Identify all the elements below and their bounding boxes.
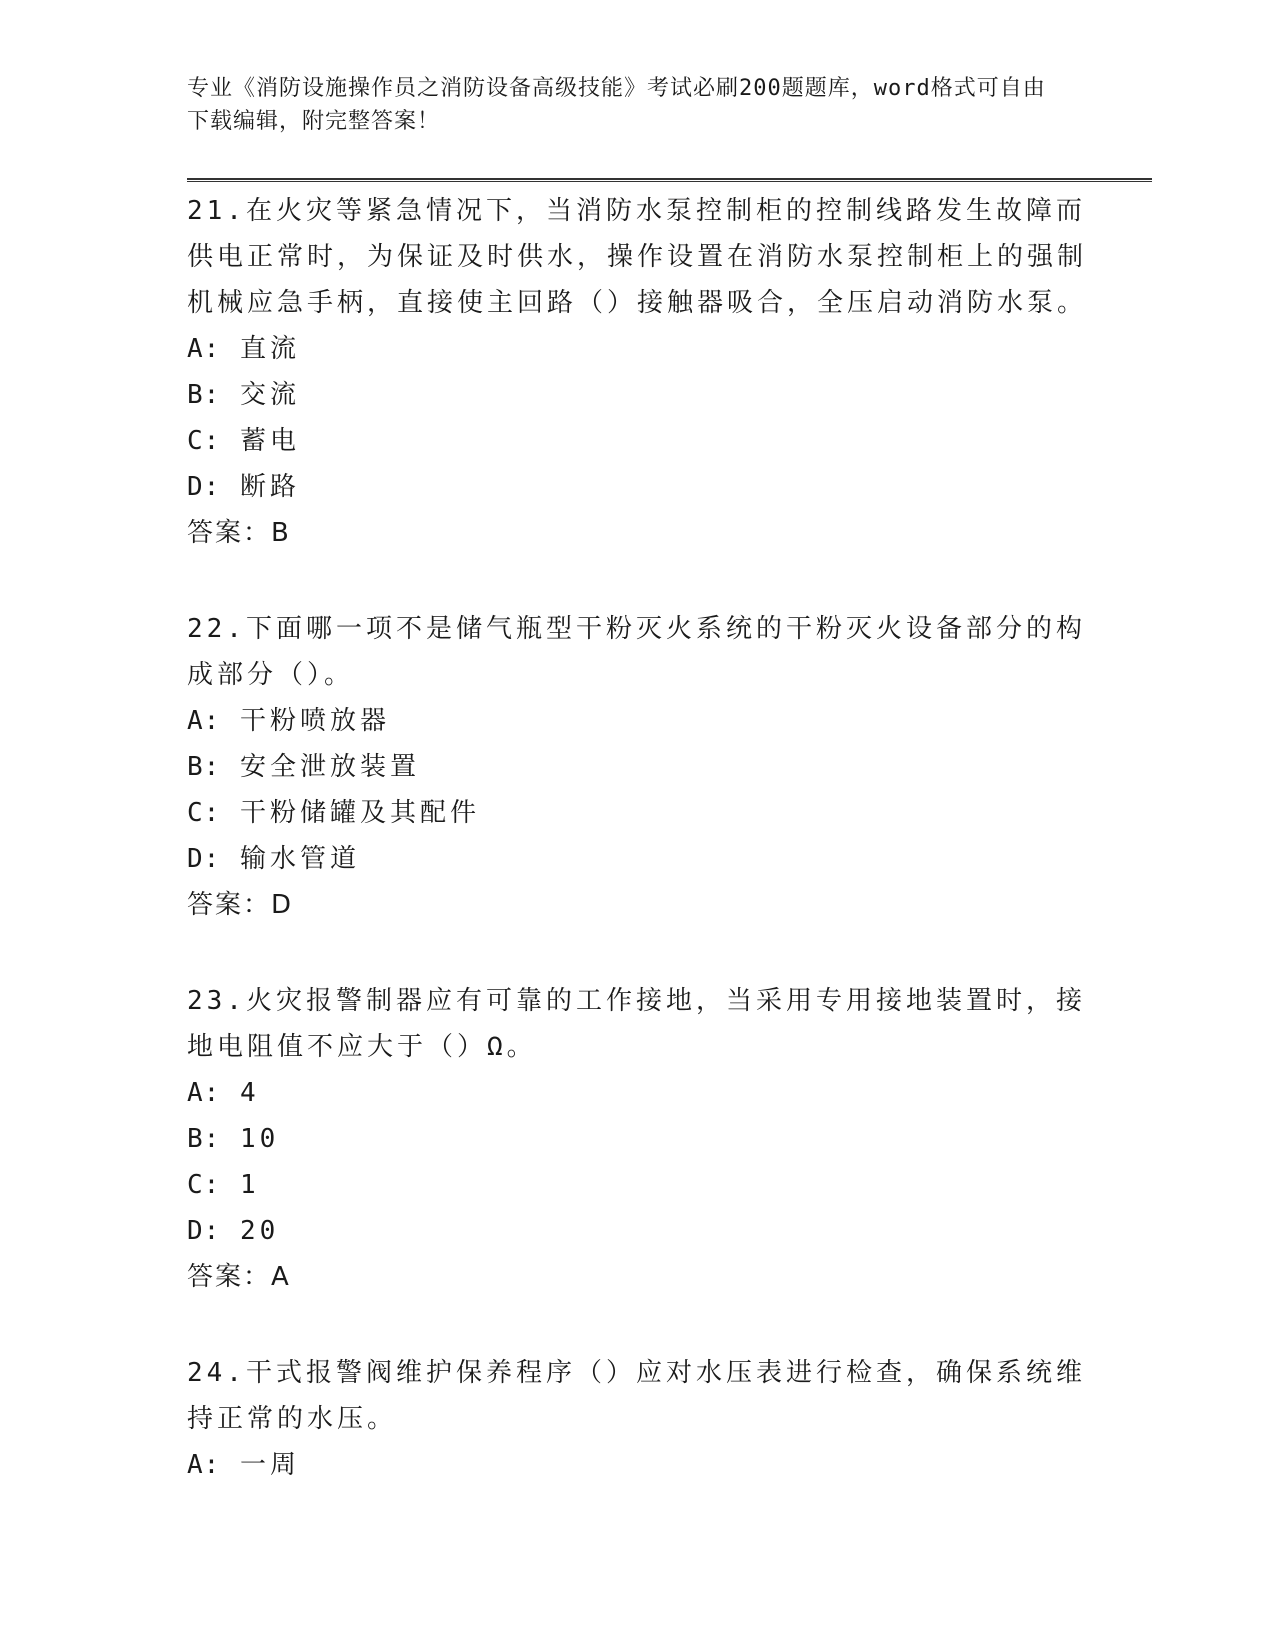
option-d bbox=[187, 1208, 1087, 1254]
option-label: D: bbox=[187, 472, 221, 502]
option-text: 断路 bbox=[239, 472, 300, 502]
option-text: 干粉喷放器 bbox=[239, 706, 390, 736]
option-b bbox=[187, 372, 1087, 418]
answer: 答案：A bbox=[187, 1262, 291, 1292]
option-text: 20 bbox=[239, 1216, 280, 1246]
question-text: 21.在火灾等紧急情况下，当消防水泵控制柜的控制线路发生故障而供电正常时，为保证及时供水，操作设置在消防水泵控制柜上的强制机械应急手柄，直接使主回路（）接触器吸合，全压启动消防水泵。 bbox=[187, 196, 1088, 318]
option-label: D: bbox=[187, 844, 221, 874]
option-label: C: bbox=[187, 1170, 221, 1200]
option-c bbox=[187, 790, 1087, 836]
option-text: 安全泄放装置 bbox=[239, 752, 420, 782]
option-a bbox=[187, 1070, 1087, 1116]
option-label: A: bbox=[187, 334, 221, 364]
option-a bbox=[187, 698, 1087, 744]
page-header: 专业《消防设施操作员之消防设备高级技能》考试必刷200题题库，word格式可自由下载编辑，附完整答案！ bbox=[187, 76, 1046, 134]
option-text: 交流 bbox=[239, 380, 300, 410]
option-text: 直流 bbox=[239, 334, 300, 364]
option-text: 蓄电 bbox=[239, 426, 300, 456]
option-text: 一周 bbox=[239, 1450, 300, 1480]
option-text: 输水管道 bbox=[239, 844, 360, 874]
answer: 答案：D bbox=[187, 890, 294, 920]
question-list bbox=[187, 188, 1087, 1538]
option-text: 干粉储罐及其配件 bbox=[239, 798, 480, 828]
option-text: 10 bbox=[239, 1124, 280, 1154]
option-b bbox=[187, 1116, 1087, 1162]
option-label: A: bbox=[187, 706, 221, 736]
option-text: 1 bbox=[239, 1170, 260, 1200]
option-d bbox=[187, 464, 1087, 510]
option-label: B: bbox=[187, 380, 221, 410]
option-label: D: bbox=[187, 1216, 221, 1246]
option-label: B: bbox=[187, 1124, 221, 1154]
option-c bbox=[187, 1162, 1087, 1208]
option-c bbox=[187, 418, 1087, 464]
question-23 bbox=[187, 978, 1087, 1300]
option-label: C: bbox=[187, 426, 221, 456]
question-text: 22.下面哪一项不是储气瓶型干粉灭火系统的干粉灭火设备部分的构成部分（）。 bbox=[187, 614, 1086, 690]
option-b bbox=[187, 744, 1087, 790]
question-21 bbox=[187, 188, 1087, 556]
question-text: 24.干式报警阀维护保养程序（）应对水压表进行检查，确保系统维持正常的水压。 bbox=[187, 1358, 1086, 1434]
question-22 bbox=[187, 606, 1087, 928]
header-divider bbox=[187, 178, 1152, 182]
option-d bbox=[187, 836, 1087, 882]
option-label: C: bbox=[187, 798, 221, 828]
question-text: 23.火灾报警制器应有可靠的工作接地，当采用专用接地装置时，接地电阻值不应大于（）Ω。 bbox=[187, 986, 1086, 1062]
option-text: 4 bbox=[239, 1078, 260, 1108]
option-label: B: bbox=[187, 752, 221, 782]
option-a bbox=[187, 1442, 1087, 1488]
answer: 答案：B bbox=[187, 518, 291, 548]
option-a bbox=[187, 326, 1087, 372]
option-label: A: bbox=[187, 1078, 221, 1108]
option-label: A: bbox=[187, 1450, 221, 1480]
question-24 bbox=[187, 1350, 1087, 1488]
